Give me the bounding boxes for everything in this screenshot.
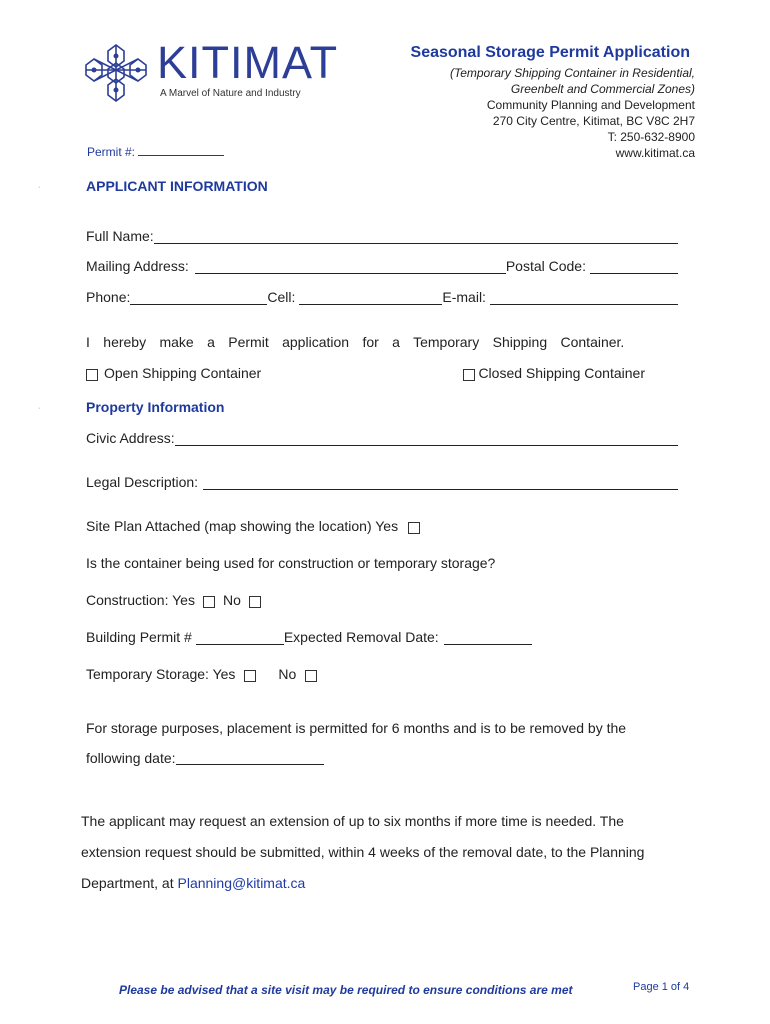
construction-yes-checkbox[interactable] xyxy=(203,596,215,608)
department: Community Planning and Development xyxy=(486,98,695,112)
full-name-label: Full Name: xyxy=(86,228,154,244)
site-plan-label: Site Plan Attached (map showing the location) Yes xyxy=(86,518,399,534)
subtitle-line-2: Greenbelt and Commercial Zones) xyxy=(510,82,695,96)
building-permit-row xyxy=(86,629,678,645)
closed-container-checkbox[interactable] xyxy=(463,369,475,381)
following-date-field[interactable] xyxy=(176,750,324,765)
applicant-heading: APPLICANT INFORMATION xyxy=(86,178,268,194)
logo-tagline: A Marvel of Nature and Industry xyxy=(160,88,301,99)
extension-line-1: The applicant may request an extension of up to six months if more time is needed. The xyxy=(81,813,624,829)
civic-address-field[interactable] xyxy=(175,431,678,446)
email-label: E-mail: xyxy=(442,289,486,305)
phone-number: T: 250-632-8900 xyxy=(607,130,695,144)
closed-container-label: Closed Shipping Container xyxy=(478,365,645,381)
website: www.kitimat.ca xyxy=(615,146,695,160)
legal-description-row xyxy=(86,474,678,490)
expected-removal-label: Expected Removal Date: xyxy=(283,629,439,645)
postal-code-field[interactable] xyxy=(590,259,678,274)
legal-description-label: Legal Description: xyxy=(86,474,199,490)
open-container-label: Open Shipping Container xyxy=(104,365,262,381)
property-heading: Property Information xyxy=(86,399,225,415)
logo-wordmark: KITIMAT xyxy=(157,37,339,88)
site-plan-yes-checkbox[interactable] xyxy=(408,522,420,534)
following-date-label: following date: xyxy=(86,750,176,766)
page-number: Page 1 of 4 xyxy=(633,981,690,993)
storage-note xyxy=(86,713,686,773)
civic-address-row xyxy=(86,430,678,446)
address: 270 City Centre, Kitimat, BC V8C 2H7 xyxy=(492,114,695,128)
contact-row xyxy=(86,289,678,305)
temporary-storage-row xyxy=(86,666,678,682)
statement-row xyxy=(86,334,678,350)
permit-label: Permit #: xyxy=(87,145,136,159)
building-permit-label: Building Permit # xyxy=(86,629,192,645)
temporary-storage-label: Temporary Storage: Yes xyxy=(86,666,236,682)
legal-description-field[interactable] xyxy=(203,475,678,490)
building-permit-field[interactable] xyxy=(196,630,284,645)
usage-question: Is the container being used for construction or temporary storage? xyxy=(86,555,496,571)
page-title: Seasonal Storage Permit Application xyxy=(410,44,690,61)
mailing-address-field[interactable] xyxy=(195,259,506,274)
applicant-statement: I hereby make a Permit application for a Temporary Shipping Container. xyxy=(86,334,625,350)
construction-label: Construction: Yes xyxy=(86,592,195,608)
cell-label: Cell: xyxy=(267,289,296,305)
site-plan-row xyxy=(86,518,678,534)
storage-note-line: For storage purposes, placement is permitted for 6 months and is to be removed by the xyxy=(86,720,627,736)
planning-email-link[interactable]: Planning@kitimat.ca xyxy=(177,875,306,891)
postal-code-label: Postal Code: xyxy=(505,258,586,274)
email-field[interactable] xyxy=(490,290,678,305)
extension-line-3: Department, at xyxy=(81,875,174,891)
construction-no-checkbox[interactable] xyxy=(249,596,261,608)
site-visit-note: Please be advised that a site visit may be required to ensure conditions are met xyxy=(119,983,573,997)
subtitle-line-1: (Temporary Shipping Container in Residential, xyxy=(449,66,695,80)
container-type-row xyxy=(86,365,678,381)
temporary-storage-no-checkbox[interactable] xyxy=(305,670,317,682)
mailing-address-row xyxy=(86,258,678,274)
temporary-storage-no-label: No xyxy=(278,666,297,682)
temporary-storage-yes-checkbox[interactable] xyxy=(244,670,256,682)
extension-paragraph xyxy=(81,806,686,899)
phone-field[interactable] xyxy=(130,290,267,305)
cell-field[interactable] xyxy=(299,290,442,305)
civic-address-label: Civic Address: xyxy=(86,430,175,446)
full-name-row xyxy=(86,228,678,244)
mailing-address-label: Mailing Address: xyxy=(86,258,189,274)
full-name-field[interactable] xyxy=(154,229,678,244)
construction-no-label: No xyxy=(222,592,241,608)
phone-label: Phone: xyxy=(86,289,131,305)
snowflake-emblem-icon xyxy=(84,43,148,103)
construction-row xyxy=(86,592,678,608)
open-container-checkbox[interactable] xyxy=(86,369,98,381)
extension-line-2: extension request should be submitted, within 4 weeks of the removal date, to the Planning xyxy=(81,844,645,860)
permit-number-blank[interactable] xyxy=(138,144,224,156)
expected-removal-field[interactable] xyxy=(444,630,532,645)
permit-number-field[interactable] xyxy=(87,144,224,159)
usage-question-row xyxy=(86,555,678,571)
